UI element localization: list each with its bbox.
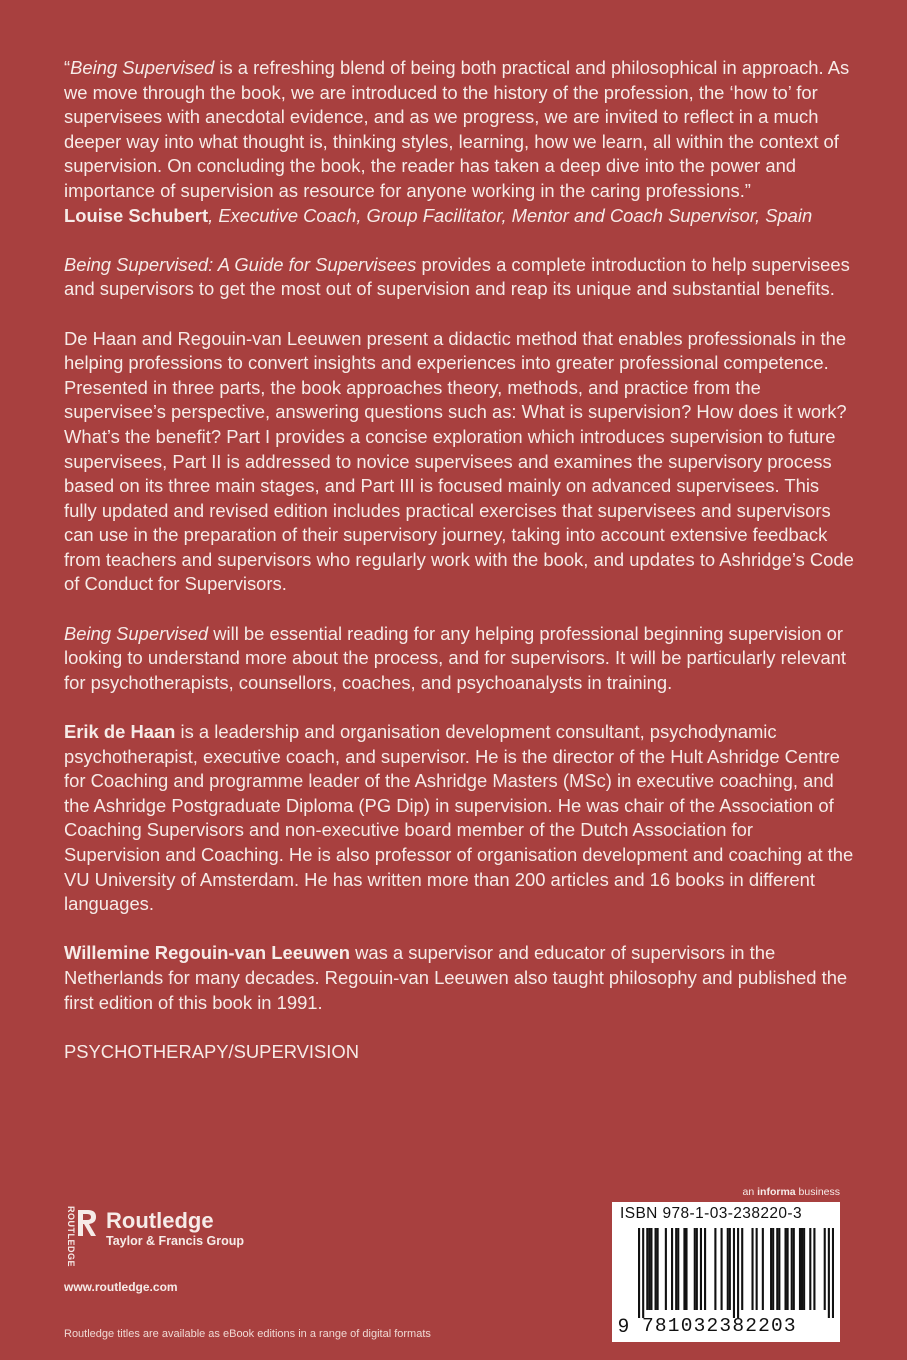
barcode-bar xyxy=(642,1228,644,1318)
publisher-name: Routledge xyxy=(106,1208,214,1233)
author-bio-willemine: Willemine Regouin-van Leeuwen was a supervisor and educator of supervisors in the Netherlands for many decades. Regouin-van Leeuwen also taught philosophy and published the first edition of this book in 1991. xyxy=(64,942,848,1013)
publisher-block xyxy=(64,1206,484,1294)
routledge-r-icon xyxy=(76,1208,98,1238)
barcode-bar xyxy=(778,1228,780,1310)
barcode-bar xyxy=(824,1228,826,1310)
barcode-bar xyxy=(696,1228,698,1310)
barcode-bar xyxy=(751,1228,753,1310)
barcode-bar xyxy=(677,1228,679,1310)
reviewer-credit xyxy=(64,204,854,229)
routledge-vertical-label: ROUTLEDGE xyxy=(66,1206,76,1268)
barcode-bar xyxy=(770,1228,772,1310)
barcode-bar xyxy=(657,1228,659,1310)
barcode-bar xyxy=(727,1228,729,1310)
barcode-bar xyxy=(776,1228,778,1310)
barcode-bar xyxy=(665,1228,667,1310)
isbn-label: ISBN 978-1-03-238220-3 xyxy=(620,1205,802,1222)
barcode-bar xyxy=(650,1228,652,1310)
barcode-bar xyxy=(741,1228,743,1310)
barcode-bar xyxy=(721,1228,723,1310)
publisher-url[interactable]: www.routledge.com xyxy=(64,1280,178,1294)
barcode-bar xyxy=(648,1228,650,1310)
description-paragraph: De Haan and Regouin-van Leeuwen present a didactic method that enables professionals in the helping professions to convert insights and experiences into greater professional competence. Presented in three parts, the book approaches theory, methods, and practice from the supervisee’s perspective, answering questions such as: What is supervision? How does it work? What’s the benefit? Part I provides a concise exploration which introduces supervision to future supervisees, Part II is addressed to novice supervisees and examines the supervisory process based on its three main stages, and Part III is focused mainly on advanced supervisees. This fully updated and revised edition includes practical exercises that supervisees and supervisors can use in the preparation of their supervisory journey, taking into account extensive feedback from teachers and supervisors who regularly work with the book, and updates to Ashridge’s Code of Conduct for Supervisors. xyxy=(64,327,854,595)
audience-paragraph: Being Supervised will be essential reading for any helping professional beginning supervision or looking to understand more about the process, and for supervisors. It will be particularly relevant for psychotherapists, counsellors, coaches, and psychoanalysts in training. xyxy=(64,622,847,693)
routledge-wordmark xyxy=(106,1206,244,1249)
barcode-bar xyxy=(737,1228,739,1318)
barcode-bar xyxy=(675,1228,677,1310)
informa-business-label: an informa business xyxy=(742,1186,840,1198)
barcode-bars xyxy=(638,1228,834,1318)
barcode-bar xyxy=(809,1228,811,1310)
routledge-logo xyxy=(64,1206,484,1272)
ebook-note: Routledge titles are available as eBook editions in a range of digital formats xyxy=(64,1328,431,1340)
barcode-bar xyxy=(799,1228,801,1310)
review-book-title: Being Supervised xyxy=(70,57,215,78)
barcode-bar xyxy=(714,1228,716,1310)
barcode-bar xyxy=(655,1228,657,1310)
barcode-bar xyxy=(793,1228,795,1310)
barcode-bar xyxy=(787,1228,789,1310)
subject-category: PSYCHOTHERAPY/SUPERVISION xyxy=(64,1040,360,1062)
reviewer-name: Louise Schubert xyxy=(64,204,209,226)
routledge-mark xyxy=(64,1206,100,1272)
ean-digits: 781032382203 xyxy=(642,1315,797,1337)
barcode-bar xyxy=(832,1228,834,1318)
barcode-bar xyxy=(801,1228,803,1310)
intro-book-title: Being Supervised: A Guide for Supervisees xyxy=(64,253,417,275)
barcode-bar xyxy=(704,1228,706,1310)
barcode-bar xyxy=(772,1228,774,1310)
barcode-bar xyxy=(803,1228,805,1310)
ean-first-digit: 9 xyxy=(618,1315,629,1337)
barcode-bar xyxy=(638,1228,640,1318)
barcode-bar xyxy=(700,1228,702,1310)
barcode-bar xyxy=(671,1228,673,1310)
barcode-bar xyxy=(683,1228,685,1310)
back-cover-text xyxy=(64,56,854,1064)
audience-book-title: Being Supervised xyxy=(64,622,209,644)
barcode-bar xyxy=(646,1228,648,1310)
intro-paragraph: Being Supervised: A Guide for Supervisees provides a complete introduction to help supervisees and supervisors to get the most out of supervision and reap its unique and substantial benefits. xyxy=(64,253,850,300)
barcode-bar xyxy=(729,1228,731,1310)
barcode-bar xyxy=(733,1228,735,1318)
barcode-bar xyxy=(791,1228,793,1310)
isbn-area xyxy=(612,1186,840,1342)
barcode-bar xyxy=(694,1228,696,1310)
publisher-group: Taylor & Francis Group xyxy=(106,1234,244,1248)
author-name-erik: Erik de Haan xyxy=(64,721,176,743)
author-bio-erik: Erik de Haan is a leadership and organisation development consultant, psychodynamic psychotherapist, executive coach, and supervisor. He is the director of the Hult Ashridge Centre for Coaching and programme leader of the Ashridge Masters (MSc) in executive coaching, and the Ashridge Postgraduate Diploma (PG Dip) in supervision. He was chair of the Association of Coaching Supervisors and non-executive board member of the Dutch Association for Supervision and Coaching. He is also professor of organisation development and coaching at the VU University of Amsterdam. He has written more than 200 articles and 16 books in different languages. xyxy=(64,721,854,915)
barcode-bar xyxy=(762,1228,764,1310)
barcode-bar xyxy=(813,1228,815,1310)
barcode-bar xyxy=(685,1228,687,1310)
barcode-bar xyxy=(756,1228,758,1310)
reviewer-role: , Executive Coach, Group Facilitator, Mentor and Coach Supervisor, Spain xyxy=(208,204,813,226)
barcode-bar xyxy=(784,1228,786,1310)
barcode-box xyxy=(612,1202,840,1342)
barcode-bar xyxy=(828,1228,830,1318)
author-name-willemine: Willemine Regouin-van Leeuwen xyxy=(64,942,350,964)
review-quote: “Being Supervised is a refreshing blend of being both practical and philosophical in approach. As we move through the book, we are introduced to the history of the profession, the ‘how to’ for supervisees with anecdotal evidence, and as we progress, we are invited to reflect in a much deeper way into what thought is, thinking styles, learning, how we learn, all within the context of supervision. On concluding the book, the reader has taken a deep dive into the power and importance of supervision as resource for anyone working in the caring professions.” xyxy=(64,57,850,201)
